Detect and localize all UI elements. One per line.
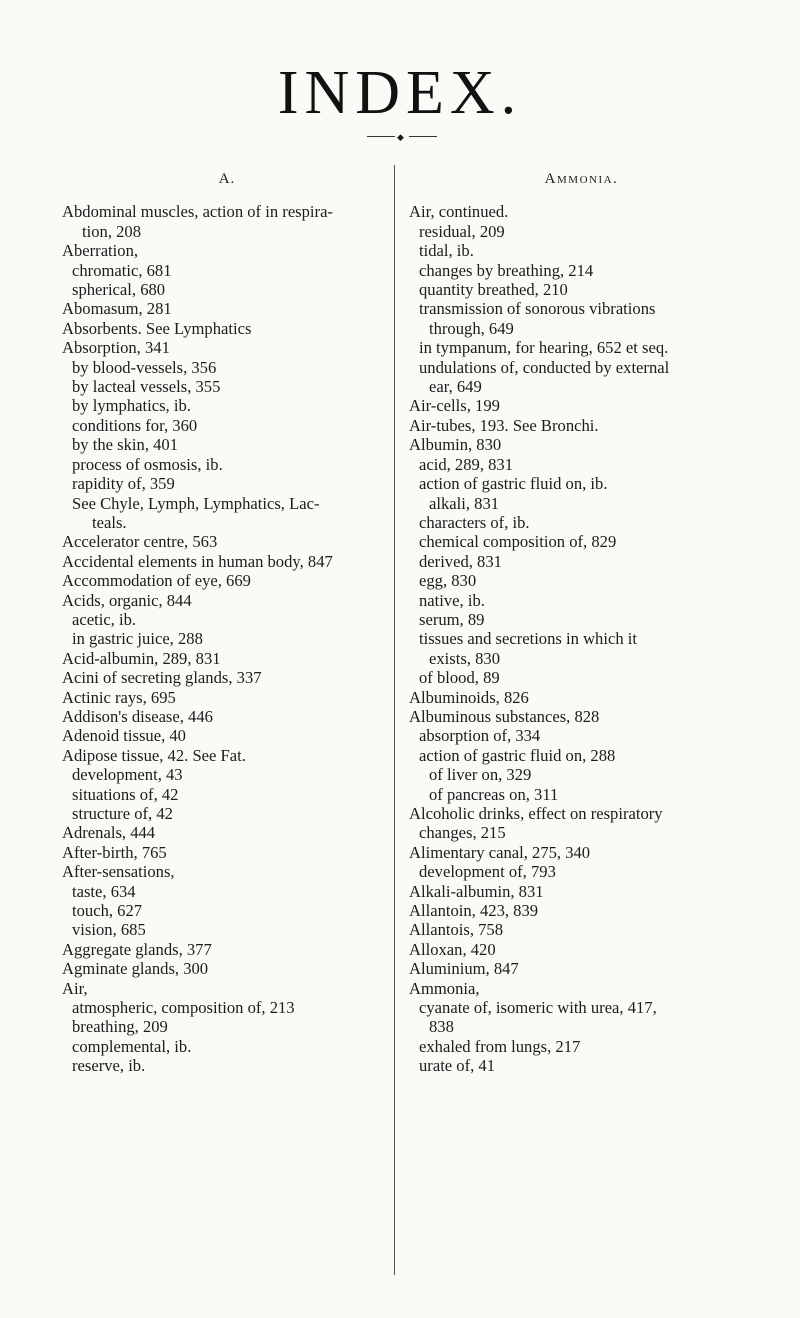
index-entry: rapidity of, 359 — [72, 474, 175, 494]
index-entry: Agminate glands, 300 — [62, 959, 209, 979]
index-entry: egg, 830 — [419, 571, 477, 591]
index-entry: See Chyle, Lymph, Lymphatics, Lac- — [72, 493, 320, 513]
index-entry: spherical, 680 — [72, 280, 166, 300]
index-entry: changes by breathing, 214 — [419, 260, 594, 280]
index-entry: in tympanum, for hearing, 652 et seq. — [419, 338, 669, 358]
index-entry: residual, 209 — [419, 221, 505, 241]
index-entry: atmospheric, composition of, 213 — [72, 998, 295, 1018]
index-entry: Air-tubes, 193. See Bronchi. — [409, 415, 599, 435]
index-entry: exists, 830 — [429, 648, 500, 668]
index-entry: conditions for, 360 — [72, 415, 198, 435]
index-entry: Alloxan, 420 — [409, 939, 496, 959]
index-entry: cyanate of, isomeric with urea, 417, — [419, 998, 657, 1018]
ornament-rule-right — [409, 136, 437, 137]
index-column-left — [62, 170, 392, 1076]
index-entry: reserve, ib. — [72, 1056, 146, 1076]
entry-list-left — [62, 202, 392, 1075]
index-entry: by blood-vessels, 356 — [72, 357, 217, 377]
index-entry: Abomasum, 281 — [62, 299, 172, 319]
index-entry: Ammonia, — [409, 978, 480, 998]
entry-list-right — [409, 202, 754, 1075]
index-entry: quantity breathed, 210 — [419, 280, 568, 300]
index-entry: chemical composition of, 829 — [419, 532, 617, 552]
index-entry: Alcoholic drinks, effect on respiratory — [409, 804, 663, 823]
index-entry: tion, 208 — [82, 221, 142, 241]
index-entry: After-sensations, — [62, 862, 175, 882]
index-entry: Allantois, 758 — [409, 920, 504, 940]
index-entry: vision, 685 — [72, 920, 146, 940]
index-entry: urate of, 41 — [419, 1056, 496, 1076]
index-entry: in gastric juice, 288 — [72, 629, 203, 649]
index-entry: changes, 215 — [419, 823, 506, 843]
page-title: INDEX. — [277, 59, 523, 127]
index-entry: undulations of, conducted by external — [419, 357, 670, 377]
index-entry: touch, 627 — [72, 901, 143, 921]
index-entry: Air, — [62, 978, 88, 998]
index-entry: chromatic, 681 — [72, 260, 172, 280]
index-entry: of liver on, 329 — [429, 765, 532, 785]
index-entry: Adrenals, 444 — [62, 823, 156, 843]
index-entry: by lacteal vessels, 355 — [72, 377, 221, 397]
index-entry: tidal, ib. — [419, 241, 474, 261]
index-entry: Albumin, 830 — [409, 435, 502, 455]
index-entry: action of gastric fluid on, ib. — [419, 474, 608, 494]
index-entry: of blood, 89 — [419, 668, 500, 688]
index-entry: complemental, ib. — [72, 1036, 192, 1056]
index-entry: process of osmosis, ib. — [72, 454, 223, 474]
index-entry: alkali, 831 — [429, 493, 500, 513]
ornament-rule-left — [367, 136, 395, 137]
index-entry: serum, 89 — [419, 609, 485, 629]
index-entry: action of gastric fluid on, 288 — [419, 745, 616, 765]
index-entry: structure of, 42 — [72, 804, 173, 823]
index-column-right — [409, 170, 754, 1076]
index-entry: of pancreas on, 311 — [429, 784, 559, 804]
index-entry: by lymphatics, ib. — [72, 396, 191, 416]
index-entry: characters of, ib. — [419, 512, 530, 532]
index-entry: development, 43 — [72, 765, 183, 785]
index-entry: Aggregate glands, 377 — [62, 939, 212, 959]
index-entry: acetic, ib. — [72, 609, 137, 629]
index-entry: through, 649 — [429, 318, 514, 338]
index-entry: Accidental elements in human body, 847 — [62, 551, 333, 571]
index-entry: transmission of sonorous vibrations — [419, 299, 656, 319]
index-entry: Adipose tissue, 42. See Fat. — [62, 745, 246, 765]
index-entry: Addison's disease, 446 — [62, 706, 213, 726]
index-entry: Adenoid tissue, 40 — [62, 726, 186, 746]
index-entry: by the skin, 401 — [72, 435, 179, 455]
index-entry: Acini of secreting glands, 337 — [62, 668, 262, 688]
index-entry: acid, 289, 831 — [419, 454, 514, 474]
index-entry: Aluminium, 847 — [409, 959, 519, 979]
index-entry: teals. — [92, 512, 127, 532]
index-entry: development of, 793 — [419, 862, 556, 882]
index-entry: Acid-albumin, 289, 831 — [62, 648, 221, 668]
index-entry: Albuminous substances, 828 — [409, 706, 600, 726]
index-entry: Allantoin, 423, 839 — [409, 901, 539, 921]
index-entry: derived, 831 — [419, 551, 502, 571]
index-entry: Actinic rays, 695 — [62, 687, 176, 707]
index-entry: Absorbents. See Lymphatics — [62, 318, 252, 338]
index-entry: Accommodation of eye, 669 — [62, 571, 251, 591]
index-entry: exhaled from lungs, 217 — [419, 1036, 581, 1056]
index-entry: Albuminoids, 826 — [409, 687, 529, 707]
index-entry: situations of, 42 — [72, 784, 179, 804]
column-heading-left: A. — [218, 171, 236, 187]
index-entry: 838 — [429, 1017, 454, 1037]
index-entry: Abdominal muscles, action of in respira- — [62, 202, 333, 222]
index-entry: Accelerator centre, 563 — [62, 532, 218, 552]
title-ornament — [367, 130, 437, 144]
index-entry: Aberration, — [62, 241, 139, 261]
column-heading-right: Ammonia. — [544, 171, 619, 187]
index-entry: Alkali-albumin, 831 — [409, 881, 544, 901]
index-entry: Absorption, 341 — [62, 338, 170, 358]
index-entry: taste, 634 — [72, 881, 136, 901]
index-entry: ear, 649 — [429, 377, 482, 397]
index-entry: Acids, organic, 844 — [62, 590, 192, 610]
index-entry: tissues and secretions in which it — [419, 629, 637, 649]
index-entry: Air, continued. — [409, 202, 509, 222]
index-entry: After-birth, 765 — [62, 842, 167, 862]
index-entry: absorption of, 334 — [419, 726, 541, 746]
diamond-icon: ◆ — [397, 132, 404, 142]
index-entry: breathing, 209 — [72, 1017, 168, 1037]
index-entry: Air-cells, 199 — [409, 396, 500, 416]
index-entry: Alimentary canal, 275, 340 — [409, 842, 591, 862]
column-divider — [394, 165, 395, 1275]
index-entry: native, ib. — [419, 590, 485, 610]
